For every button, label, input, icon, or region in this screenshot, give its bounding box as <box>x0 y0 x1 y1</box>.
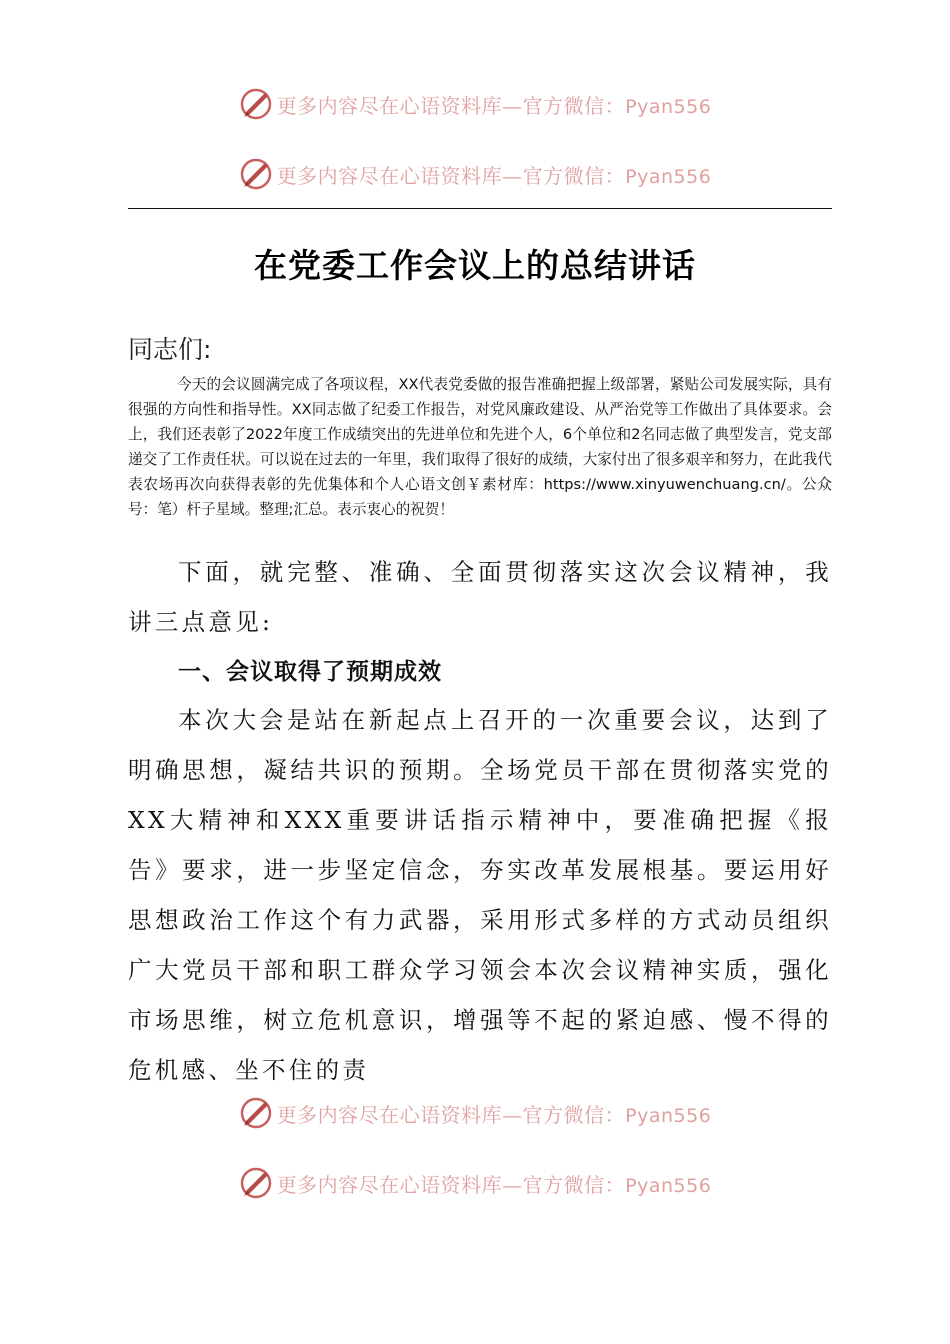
watermark-banner-top-1 <box>0 84 950 124</box>
document-title: 在党委工作会议上的总结讲话 <box>254 246 696 285</box>
pen-logo-icon <box>239 157 273 191</box>
pen-logo-icon <box>239 1096 273 1130</box>
paragraph-intro: 下面，就完整、准确、全面贯彻落实这次会议精神，我讲三点意见: <box>128 558 832 636</box>
watermark-banner-bottom-2 <box>0 1163 950 1203</box>
watermark-text: 更多内容尽在心语资料库—官方微信：Pyan556 <box>276 1172 712 1197</box>
pen-logo-icon <box>239 87 273 121</box>
paragraph-opening: 今天的会议圆满完成了各项议程，XX代表党委做的报告准确把握上级部署，紧贴公司发展实际，具有很强的方向性和指导性。XX同志做了纪委工作报告，对党风廉政建设、从严治党等工作做出了具体要求。会上，我们还表彰了2022年度工作成绩突出的先进单位和先进个人，6个单位和2名同志做了典型发言，党支部递交了工作责任状。可以说在过去的一年里，我们取得了很好的成绩，大家付出了很多艰辛和努力，在此我代表农场再次向获得表彰的先优集体和个人心语文创￥素材库：https://www.xinyuwenchuang.cn/。公众号：笔）杆子星域。整理;汇总。表示衷心的祝贺！ <box>128 376 832 518</box>
watermark-text: 更多内容尽在心语资料库—官方微信：Pyan556 <box>276 163 712 188</box>
watermark-text: 更多内容尽在心语资料库—官方微信：Pyan556 <box>276 93 712 118</box>
watermark-banner-top-2 <box>0 154 950 194</box>
watermark-banner-bottom-1 <box>0 1093 950 1133</box>
paragraph-section-1: 本次大会是站在新起点上召开的一次重要会议，达到了明确思想，凝结共识的预期。全场党员干部在贯彻落实党的XX大精神和XXX重要讲话指示精神中，要准确把握《报告》要求，进一步坚定信念，夯实改革发展根基。要运用好思想政治工作这个有力武器，采用形式多样的方式动员组织广大党员干部和职工群众学习领会本次会议精神实质，强化市场思维，树立危机意识，增强等不起的紧迫感、慢不得的危机感、坐不住的责 <box>128 706 832 1084</box>
watermark-text: 更多内容尽在心语资料库—官方微信：Pyan556 <box>276 1102 712 1127</box>
pen-logo-icon <box>239 1166 273 1200</box>
salutation: 同志们: <box>128 335 212 364</box>
section-heading-1: 一、会议取得了预期成效 <box>178 659 442 685</box>
header-divider <box>128 208 832 209</box>
